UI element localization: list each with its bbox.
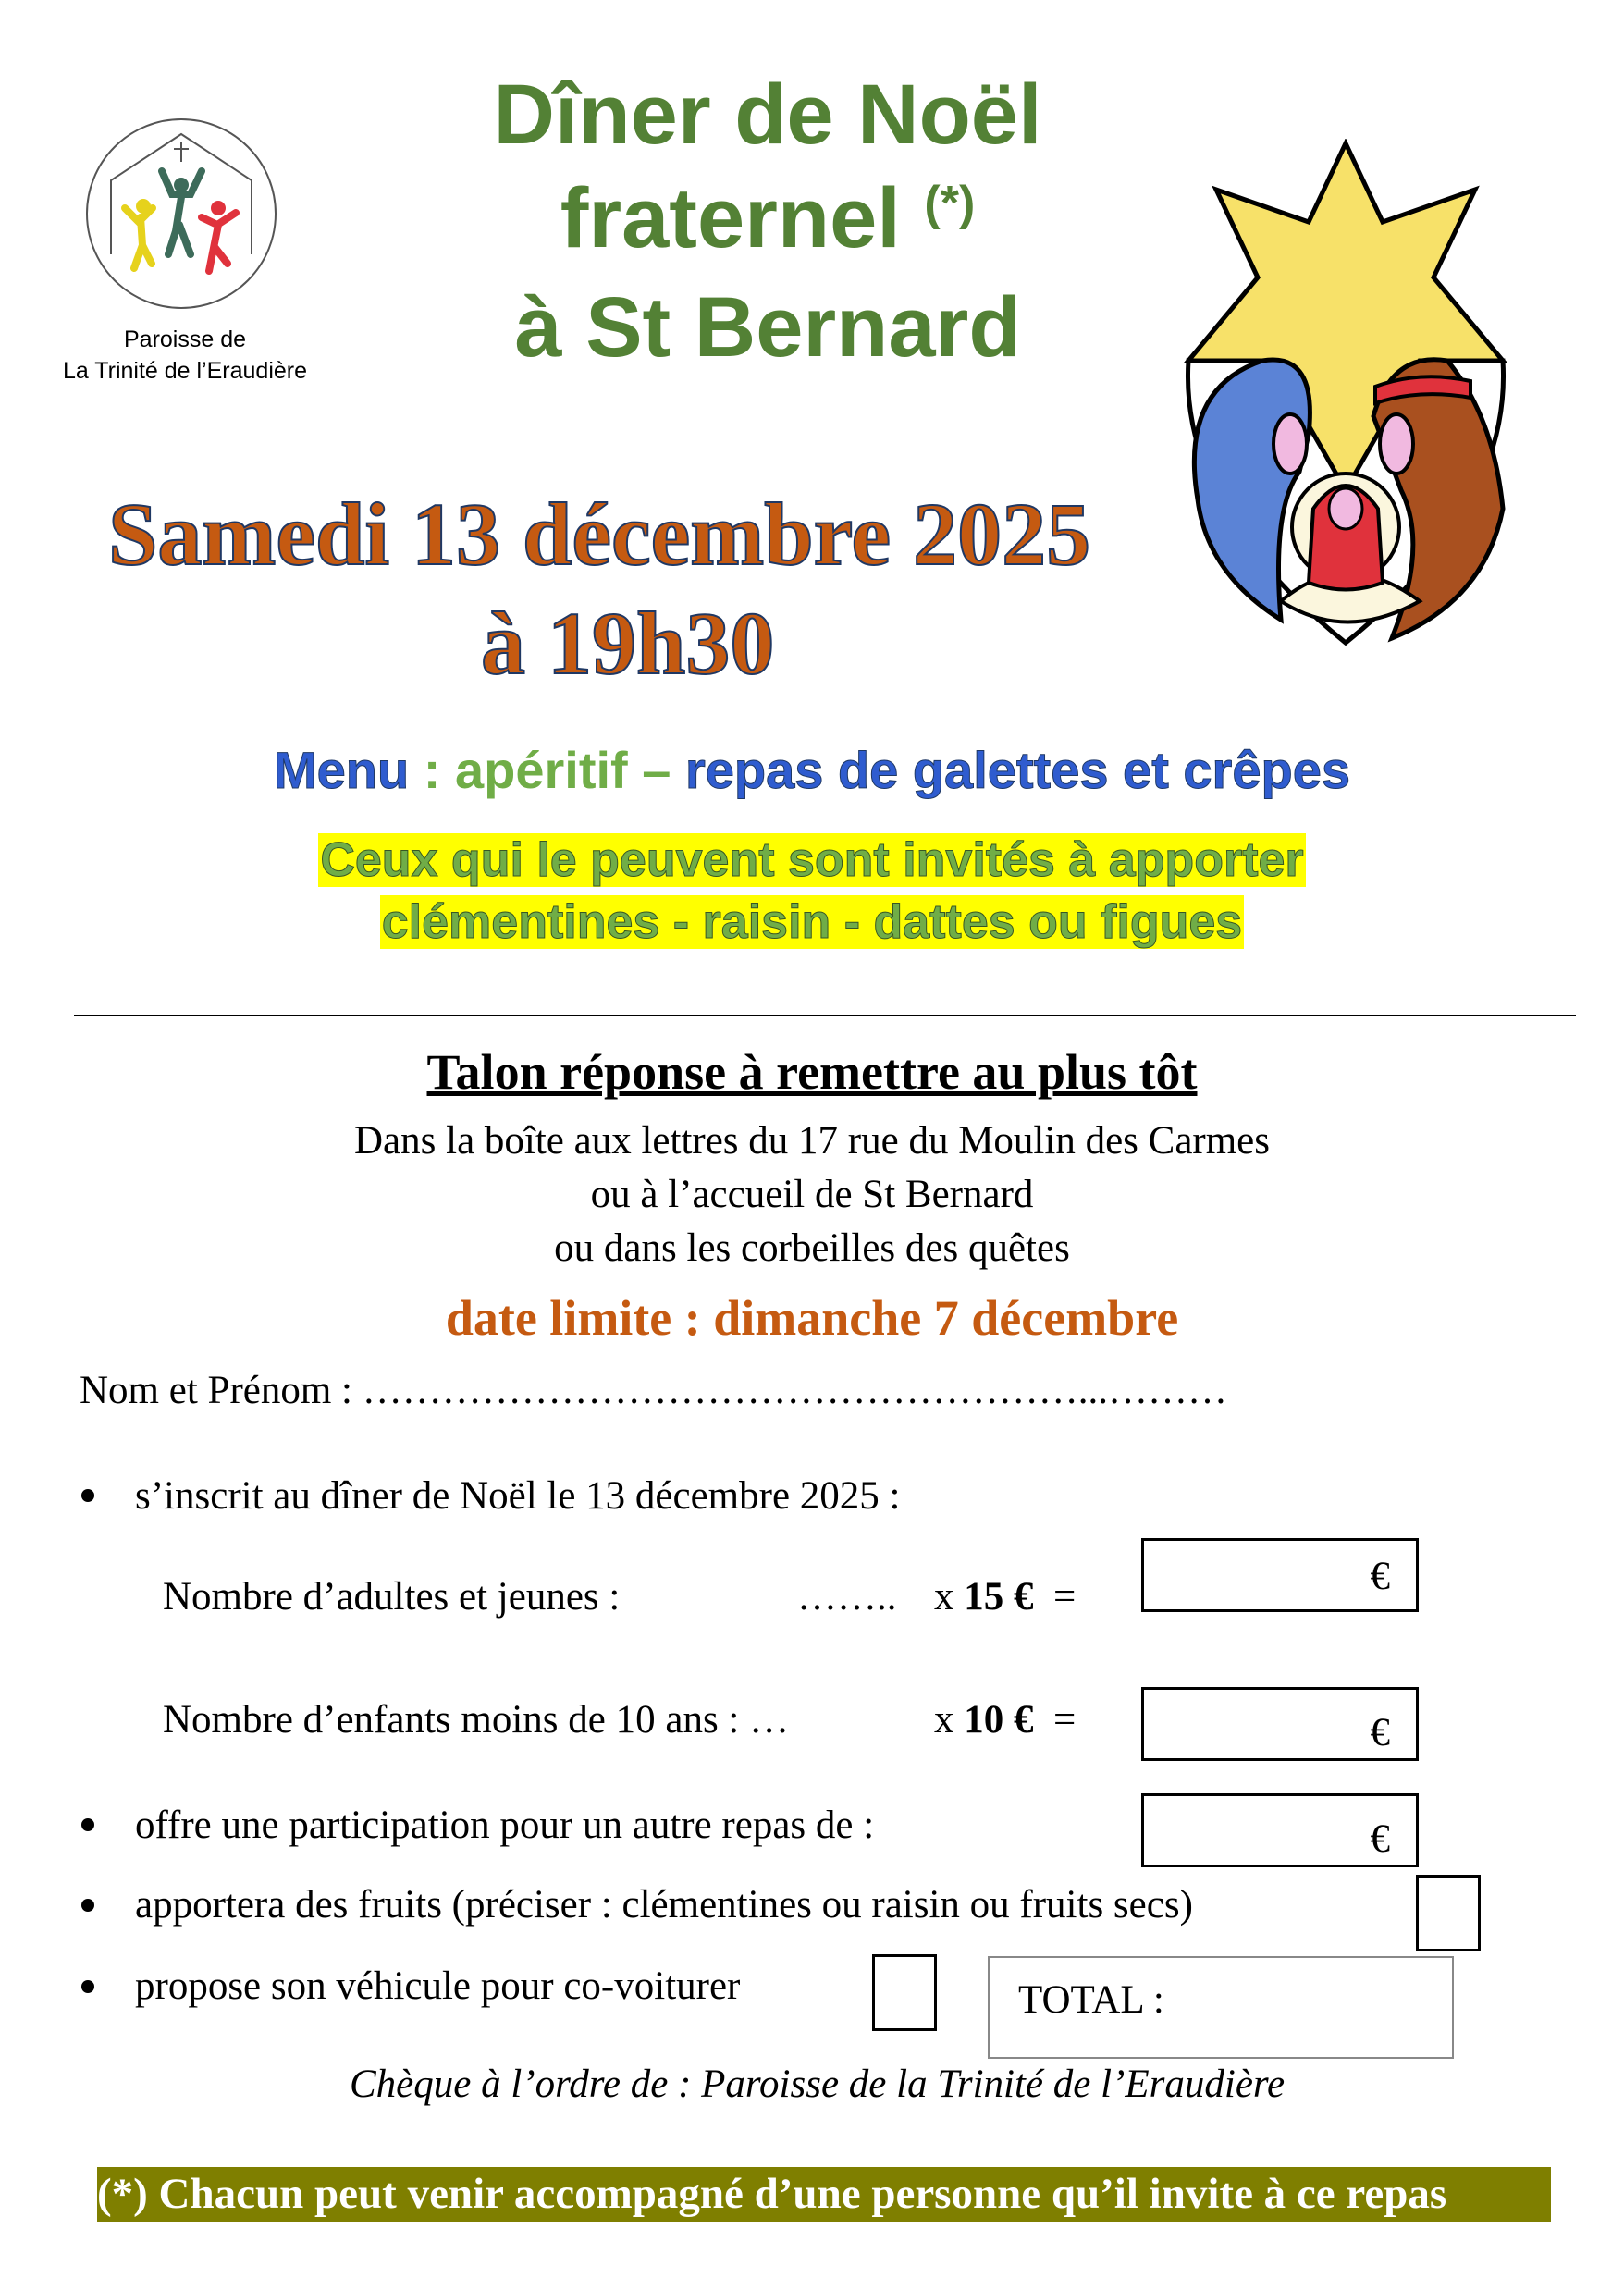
invite-line1-wrap	[0, 831, 1624, 890]
item-carpool: propose son véhicule pour co-voiturer	[135, 1964, 741, 2008]
event-date: Samedi 13 décembre 2025	[108, 485, 1091, 584]
event-time: à 19h30	[481, 594, 775, 693]
reply-line2: ou à l’accueil de St Bernard	[590, 1173, 1034, 1216]
reply-deadline: date limite : dimanche 7 décembre	[445, 1290, 1179, 1346]
nativity-illustration	[1161, 139, 1526, 657]
bullet-icon	[81, 1980, 94, 1993]
menu-aperitif: apéritif –	[454, 741, 671, 799]
donation-amount-box[interactable]	[1141, 1793, 1419, 1867]
item-fruits: apportera des fruits (préciser : clémentines ou raisin ou fruits secs)	[135, 1883, 1193, 1927]
adults-unit-price: 15 €	[964, 1575, 1034, 1619]
bullet-icon	[81, 1489, 94, 1502]
times-sign: x	[934, 1575, 954, 1619]
reply-heading: Talon réponse à remettre au plus tôt	[426, 1044, 1198, 1100]
footer-note: (*) Chacun peut venir accompagné d’une personne qu’il invite à ce repas	[97, 2167, 1551, 2222]
invite-line2-wrap	[0, 893, 1624, 952]
menu-label: Menu	[274, 741, 410, 799]
invite-line2: clémentines - raisin - dattes ou figues	[381, 895, 1243, 949]
title-line3: à St Bernard	[514, 280, 1021, 375]
children-amount-box[interactable]	[1141, 1687, 1419, 1761]
bullet-icon	[81, 1899, 94, 1912]
children-unit-price: 10 €	[964, 1698, 1034, 1742]
adults-amount-box[interactable]	[1141, 1538, 1419, 1612]
item-donation: offre une participation pour un autre repas de :	[135, 1804, 875, 1847]
title-footnote-marker: (*)	[924, 177, 976, 230]
euro-symbol: €	[1370, 1711, 1390, 1754]
euro-symbol: €	[1370, 1817, 1390, 1861]
title-line1: Dîner de Noël	[493, 68, 1042, 162]
name-field[interactable]: Nom et Prénom : ………………………………………………...………	[80, 1369, 1227, 1412]
parish-name	[28, 324, 342, 387]
reply-line1: Dans la boîte aux lettres du 17 rue du Moulin des Carmes	[354, 1119, 1270, 1163]
cut-divider	[74, 1015, 1576, 1016]
bullet-icon	[81, 1818, 94, 1831]
cheque-note: Chèque à l’ordre de : Paroisse de la Trinité de l’Eraudière	[350, 2062, 1286, 2106]
total-box[interactable]	[988, 1956, 1454, 2059]
adults-label: Nombre d’adultes et jeunes :	[163, 1575, 621, 1619]
adults-count-field[interactable]: ……..	[797, 1575, 897, 1619]
euro-symbol: €	[1370, 1555, 1390, 1598]
parish-name-line1: Paroisse de	[123, 326, 247, 352]
parish-name-line2: La Trinité de l’Eraudière	[62, 358, 308, 384]
menu-line	[0, 740, 1624, 800]
parish-logo	[83, 116, 279, 312]
adults-price	[934, 1577, 1076, 1617]
times-sign: x	[934, 1698, 954, 1742]
children-price	[934, 1700, 1076, 1740]
title-line2	[398, 171, 1138, 265]
menu-sep: :	[409, 741, 455, 799]
children-label: Nombre d’enfants moins de 10 ans : …	[163, 1698, 790, 1742]
total-label: TOTAL :	[1018, 1978, 1164, 2022]
invite-line1: Ceux qui le peuvent sont invités à apporter	[320, 833, 1304, 887]
carpool-checkbox[interactable]	[872, 1954, 937, 2031]
reply-line3: ou dans les corbeilles des quêtes	[554, 1226, 1070, 1270]
equals-sign: =	[1053, 1575, 1077, 1619]
equals-sign: =	[1053, 1698, 1077, 1742]
menu-meal: repas de galettes et crêpes	[671, 741, 1350, 799]
fruits-checkbox[interactable]	[1416, 1875, 1481, 1951]
item-register: s’inscrit au dîner de Noël le 13 décembre 2025 :	[135, 1474, 901, 1518]
title-fraternel: fraternel	[560, 171, 901, 265]
